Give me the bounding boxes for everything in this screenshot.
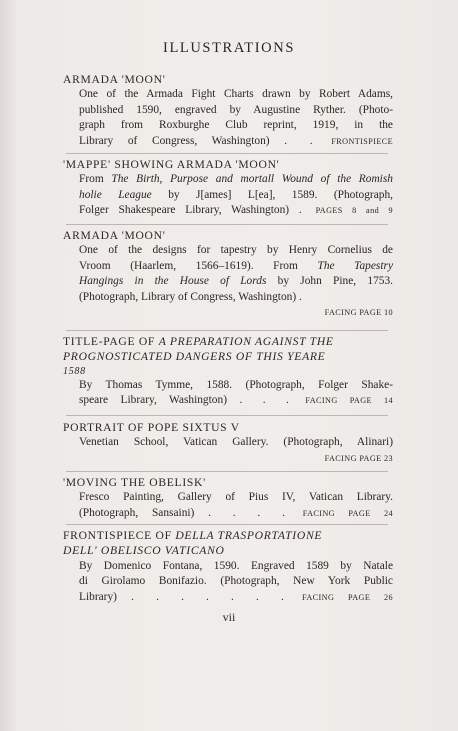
entry-description-line: One of the designs for tapestry by Henry Cornelius de (79, 244, 393, 257)
entry-book-title: The Tapestry (317, 259, 394, 272)
entry-description-line (63, 203, 393, 218)
leader-dots: . (298, 204, 306, 217)
entry-page-line (63, 451, 393, 466)
illustration-entry-moving-obelisk (63, 475, 393, 521)
entry-title-text: FRONTISPIECE OF (63, 529, 172, 542)
entry-description-line: By Thomas Tymme, 1588. (Photograph, Folger Shake- (79, 378, 393, 391)
entry-title: 'MOVING THE OBELISK' (63, 476, 206, 489)
entry-title-book: DELL' OBELISCO VATICANO (63, 544, 225, 558)
entry-title (63, 334, 393, 349)
entry-description-text: (Photograph, Sansaini) (79, 506, 195, 519)
entry-page-reference: FACING PAGE 14 (305, 396, 393, 406)
entry-title-book: PROGNOSTICATED DANGERS OF THIS YEARE (63, 350, 326, 364)
entry-description-line (63, 134, 393, 149)
entry-description-text: Folger Shakespeare Library, Washington) (79, 204, 290, 217)
entry-title-text: TITLE-PAGE OF (63, 335, 156, 348)
entry-description-text: by John Pine, 1753. (277, 275, 394, 288)
entry-page-reference: FACING PAGE 26 (302, 592, 393, 602)
divider (66, 224, 388, 225)
entry-title-book: A PREPARATION AGAINST THE (158, 335, 334, 348)
entry-description-line: Venetian School, Vatican Gallery. (Photograph, Alinari) (79, 436, 393, 449)
entry-description-line (63, 290, 393, 305)
entry-description-text: From (79, 173, 104, 186)
entry-title: ARMADA 'MOON' (63, 229, 166, 242)
entry-title: 'MAPPE' SHOWING ARMADA 'MOON' (63, 158, 280, 171)
entry-description-line (63, 188, 393, 203)
entry-book-title: The Birth, Purpose and mortall Wound of the Romish (111, 173, 393, 186)
entry-description-text: Library of Congress, Washington) (79, 134, 270, 147)
entry-description-line: di Girolamo Bonifazio. (Photograph, New York Public (79, 575, 393, 588)
entry-page-reference: FACING PAGE 24 (302, 508, 393, 518)
illustration-entry-fontana-frontispiece (63, 528, 393, 605)
entry-title (63, 528, 393, 543)
entry-page-reference: PAGES 8 and 9 (315, 206, 393, 216)
entry-description-text: speare Library, Washington) (79, 394, 227, 407)
leader-dots: . . . . (208, 506, 289, 519)
illustration-entry-armada-moon (63, 72, 393, 149)
entry-description-text: Library) (79, 590, 117, 603)
entry-page-reference: FACING PAGE 23 (324, 453, 393, 463)
entry-description-line (63, 590, 393, 605)
entry-description-line: graph from Roxburghe Club reprint, 1919, in the (79, 119, 393, 132)
entry-page-reference: FACING PAGE 10 (324, 308, 393, 318)
entry-title-book: DELLA TRASPORTATIONE (175, 529, 323, 542)
divider (66, 471, 388, 472)
entry-page-line (63, 305, 393, 320)
entry-title-year: 1588 (63, 365, 86, 377)
illustration-entry-sixtus-portrait (63, 420, 393, 466)
entry-title: ARMADA 'MOON' (63, 73, 166, 86)
entry-description-text: by J[ames] L[ea], 1589. (Photograph, (168, 188, 394, 201)
page-heading: ILLUSTRATIONS (163, 40, 295, 56)
leader-dots: . . (284, 134, 317, 147)
entry-description-line (63, 259, 393, 274)
illustration-entry-mappe (63, 157, 393, 219)
entry-description-line (63, 172, 393, 187)
entry-description-line: One of the Armada Fight Charts drawn by Robert Adams, (79, 88, 393, 101)
entry-title: PORTRAIT OF POPE SIXTUS V (63, 421, 240, 434)
illustration-entry-title-page (63, 334, 393, 409)
entry-page-reference: FRONTISPIECE (331, 136, 393, 146)
entry-description-line (63, 274, 393, 289)
entry-description-line: Fresco Painting, Gallery of Pius IV, Vatican Library. (79, 491, 393, 504)
divider (66, 330, 388, 331)
divider (66, 415, 388, 416)
entry-description-line: published 1590, engraved by Augustine Ryther. (Photo- (79, 103, 393, 116)
leader-dots: . . . . . . . (131, 590, 288, 603)
divider (66, 524, 388, 525)
leader-dots: . (299, 290, 306, 303)
illustration-entry-armada-moon-tapestry (63, 228, 393, 320)
divider (66, 153, 388, 154)
entry-description-line (63, 393, 393, 408)
entry-description-line: By Domenico Fontana, 1590. Engraved 1589 by Natale (79, 559, 393, 572)
entry-book-title: Hangings in the House of Lords (79, 275, 267, 288)
entry-description-line (63, 506, 393, 521)
page-number: vii (222, 610, 236, 624)
entry-book-title: holie League (79, 188, 152, 201)
leader-dots: . . . (239, 394, 293, 407)
entry-description-text: Vroom (Haarlem, 1566–1619). From (79, 259, 298, 272)
entry-description-text: (Photograph, Library of Congress, Washington) (79, 290, 297, 303)
